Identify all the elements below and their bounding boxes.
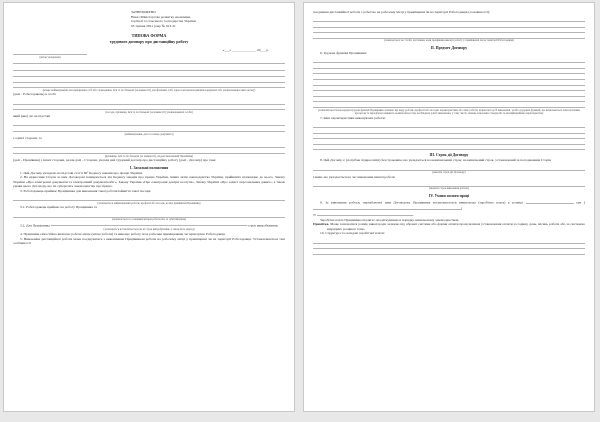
clause-9-tail: за .: [313, 213, 414, 218]
job-position-caption: (зазначається найменування роботи, професії або посади, на яку прийнятий Працівник): [97, 201, 201, 205]
clause-9: 9. За виконання роботи, передбаченої цим Договором, Працівнику встановлюється винагорода (заробітна плата) у розмірі грн (): [313, 199, 585, 211]
work-schedule-caption: (зазначається за основним місцем роботи або за сумісництвом): [112, 218, 186, 222]
divider-top: [13, 63, 285, 64]
fill-rule[interactable]: [313, 254, 585, 255]
employer-name-caption: (повне найменування для юридичних осіб або громадянин, ім'я та по батькові (за наявності) для фізичних осіб, адреса місцезнаходження юридичної або уповноваженої ним органу): [42, 88, 256, 92]
clause-2: 2. На відносини Сторін за цим Договором поширюється дія Кодексу законів про працю України, інших актів законодавства України, прийнятих відповідно до нього, Закону України «Про електронні документи та електронний документообіг», Закону України «Про електронні довірчі послуги», Закону України «Про захист персональних даних», а також умови цього Договору, що не суперечать законодавству про працю.: [13, 175, 285, 189]
employee-suffix-line: (далі - Працівник) з іншої сторони, разом далі - Сторони, уклали цей трудовий договір про дистанційну роботу (далі - Договір) про таке:: [13, 158, 217, 163]
clause-6: 6. Трудова функція Працівника:: [320, 51, 368, 56]
continuation-fill-block[interactable]: [313, 17, 585, 39]
document-basis-caption: (найменування, дата та номер документа): [124, 132, 174, 136]
salary-period-rule[interactable]: [317, 211, 413, 216]
clause-9-note: Заробітна плата Працівника підлягає оподаткуванню в порядку, визначеному законодавством.: [320, 217, 460, 222]
note-paragraph: [313, 222, 585, 231]
clause-1: 1. Цей Договір укладено на підставі статті 60² Кодексу законів про працю України.: [20, 170, 143, 175]
acting-basis-line: який (яка) діє на підставі: [13, 114, 51, 119]
clause-5: 5. Виконання дистанційної роботи може поєднуватись з виконанням Працівником роботи на робочому місці у приміщенні чи на території Роботодавця. Установлюються такі особливості: [13, 236, 285, 246]
document-basis-fill-block[interactable]: [13, 121, 285, 132]
clause-7: 7. Інші характеристики виконуваної роботи:: [320, 115, 386, 120]
clause-3-1: 3.1. Роботодавець приймає на роботу Працівника та: [20, 205, 97, 210]
continuation-text: поєднання дистанційної роботи з роботою на робочому місці у приміщенні чи на території Роботодавця (за наявності):: [313, 10, 490, 14]
continuation-caption: (зазначається час та/або дні тижня, коли працівник виконує роботу у приміщенні чи на території Роботодавця): [384, 39, 514, 43]
approval-word: ЗАТВЕРДЖЕНО: [131, 10, 156, 14]
clause-8-tail: таким, що укладається на час виконання певної роботи: [313, 174, 395, 179]
clause-4: 4. Працівник самостійно визначає робоче місце (місце роботи) та виконує роботу поза робочим приміщенням чи територією Роботодавця.: [20, 232, 226, 237]
page-right: [303, 2, 595, 412]
other-characteristics-fill-block[interactable]: [313, 122, 585, 150]
place-caption: (місце укладення): [39, 55, 61, 59]
approval-line-1: Наказ Міністерства розвитку економіки,: [131, 14, 191, 19]
other-party-line: з однієї сторони, та: [13, 136, 42, 141]
probation-caption: (зазначається встановлюється чи ні строк випробування, а також його період): [103, 228, 195, 232]
probation-fill-rule[interactable]: [51, 222, 247, 227]
representative-fill-block[interactable]: [13, 99, 285, 110]
clause-3-2-suffix: строк випробування.: [247, 223, 279, 228]
note-text: . Може зазначатися розмір винагороди залежно від обраної системи або форми оплати праці шляхом установлення оплати за годину, день, місяць роботи або за системою відрядних розцінок тощо.: [327, 222, 585, 231]
section-3-heading: III. Строк дії Договору: [429, 153, 469, 158]
representative-caption: (посада, прізвище, ім'я та по батькові (за наявності) уповноваженої особи): [105, 110, 193, 114]
salary-words-rule[interactable]: [313, 205, 461, 210]
labor-function-caption: (зазначаються безпосередні трудові функції Працівника залежно від виду роботи, професії або посади: характеристика або опис роботи, віднесеної до Її виконання, та/або трудових функцій, що визначаються технологічним процесом та передбачає наявність компетентностей, необхідних для їх виконання, у тому числі, знання, ключових стандартів та кваліфікаційних характеристик): [318, 108, 580, 116]
form-subtitle: трудового договору про дистанційну роботу: [109, 39, 189, 45]
note-label: Примітка: [313, 222, 329, 227]
employee-name-caption: (прізвище, ім'я та по батькові (за наявності), надалі іменований Працівник): [104, 154, 194, 158]
clause-3: 3. Роботодавець приймає Працівника для виконання такої роботи/зайняття такої посади:: [20, 189, 152, 194]
form-title: ТИПОВА ФОРМА: [131, 33, 167, 39]
fill-rule[interactable]: [313, 149, 585, 150]
section-4-heading: IV. Умови оплати праці: [428, 194, 470, 199]
clause-9-currency: грн (: [576, 200, 585, 205]
clause-9-text: 9. За виконання роботи, передбаченої цим Договором, Працівнику встановлюється винагорода (заробітна плата) у розмірі: [320, 200, 524, 205]
work-term-caption: (вказати строк виконання роботи): [429, 187, 469, 191]
clause-3-2-prefix: 3.2. Для Працівника: [20, 223, 50, 228]
term-caption: (вказати строк дії Договору): [432, 171, 466, 175]
job-position-fill-block[interactable]: [13, 196, 285, 202]
clause-8: 8. Цей Договір є: (потрібне підкреслити) безстроковим, що укладається на невизначений строк; на визначений строк, установлений за погодженням Сторін: [320, 158, 552, 163]
labor-function-fill-block[interactable]: [313, 58, 585, 108]
salary-structure-fill-block[interactable]: [313, 238, 585, 255]
employee-fill-block[interactable]: [13, 143, 285, 154]
dateline: «___» ______________ 20___ р.: [222, 48, 269, 53]
term-fill-block[interactable]: [313, 165, 585, 171]
clause-10: 10. Структура та складові заробітної плати:: [320, 231, 385, 236]
work-term-fill-block[interactable]: [313, 181, 585, 187]
approval-line-3: 05 травня 2021 року № 913-21: [131, 23, 176, 28]
employer-prefix-line: (далі - Роботодавець) в особі: [13, 92, 56, 97]
clause-9-tail-text: за: [313, 213, 316, 218]
clause-3-2: [13, 222, 285, 228]
salary-amount-rule[interactable]: [526, 199, 574, 204]
approval-line-2: торгівлі та сільського господарства України: [131, 19, 196, 24]
approval-block: [131, 10, 285, 28]
section-1-heading: 1. Загальні положення: [129, 165, 169, 170]
employer-fill-block[interactable]: [13, 66, 285, 88]
page-left: [3, 2, 295, 412]
work-schedule-fill-block[interactable]: [13, 212, 285, 218]
section-2-heading: II. Предмет Договору: [430, 46, 468, 51]
